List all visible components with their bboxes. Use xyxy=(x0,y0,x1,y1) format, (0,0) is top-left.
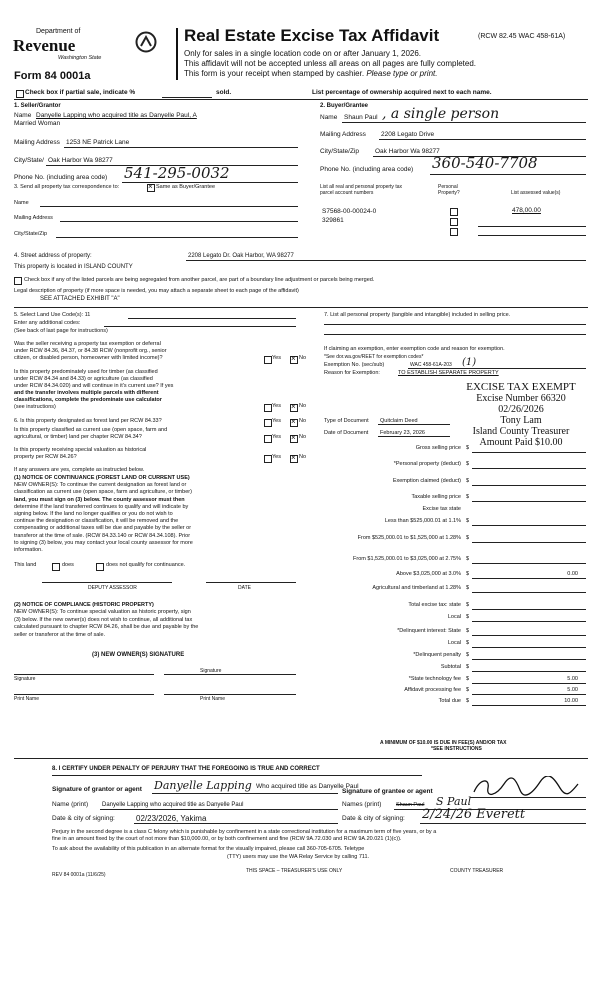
does-checkbox[interactable] xyxy=(52,563,60,571)
tax-row-currency: $ xyxy=(466,614,470,620)
seller-mailing-value[interactable]: 1253 NE Patrick Lane xyxy=(66,139,130,146)
deputy-assessor-label: DEPUTY ASSESSOR xyxy=(88,585,137,591)
does-not-label: does not qualify for continuance. xyxy=(106,562,186,568)
assessed-value-label: List assessed value(s) xyxy=(511,190,561,196)
buyer-name-handwritten: , a single person xyxy=(382,106,500,122)
tax-row-currency: $ xyxy=(466,585,470,591)
correspondence-city-line[interactable] xyxy=(56,237,298,238)
buyer-name-label: Name xyxy=(320,114,338,121)
tax-row-currency: $ xyxy=(466,535,470,541)
additional-codes-label: Enter any additional codes: xyxy=(14,320,81,326)
partial-sold-label: sold. xyxy=(216,89,232,96)
q1-yes-label: Yes xyxy=(272,355,281,361)
tax-row-label: Agricultural and timberland at 1.28% xyxy=(372,585,461,591)
q3-yes-checkbox[interactable] xyxy=(264,419,272,427)
partial-sale-label: Check box if partial sale, indicate % xyxy=(25,89,136,96)
tax-row-label: Total excise tax: state xyxy=(408,602,461,608)
section-divider xyxy=(14,99,588,100)
tax-row-line[interactable] xyxy=(472,671,586,672)
grantor-signature-typed: Who acquired title as Danyelle Paul xyxy=(256,783,359,790)
tax-row-value[interactable]: 5.00 xyxy=(567,687,578,693)
if-any-yes-note: If any answers are yes, complete as instructed below. xyxy=(14,467,145,473)
tax-row-currency: $ xyxy=(466,556,470,562)
owner-print-line-2[interactable] xyxy=(164,694,296,695)
grantor-date-city-line xyxy=(134,823,338,824)
tax-row-label: *Delinquent interest: State xyxy=(397,628,461,634)
owner-print-label-2: Print Name xyxy=(200,696,226,702)
seller-phone-value[interactable]: 541-295-0032 xyxy=(124,164,230,182)
q1-yes-checkbox[interactable] xyxy=(264,356,272,364)
tax-row-currency: $ xyxy=(466,676,470,682)
ownership-note: List percentage of ownership acquired next to each name. xyxy=(312,89,492,96)
seller-phone-label: Phone No. (including area code) xyxy=(14,174,108,181)
grantor-signature-label: Signature of grantor or agent xyxy=(52,786,142,793)
document-type-value[interactable]: Quitclaim Deed xyxy=(380,418,418,424)
street-address-line xyxy=(186,260,586,261)
buyer-mailing-value[interactable]: 2208 Legato Drive xyxy=(381,131,435,138)
tax-row-line[interactable] xyxy=(472,525,586,526)
buyer-name-line xyxy=(342,122,586,123)
q5-yes-checkbox[interactable] xyxy=(264,455,272,463)
q4-yes-label: Yes xyxy=(272,434,281,440)
document-date-value[interactable]: February 23, 2026 xyxy=(380,430,425,436)
q4-no-checkbox[interactable] xyxy=(290,435,298,443)
tax-row-label: Gross selling price xyxy=(415,445,461,451)
tax-row-label: From $525,000.01 to $1,525,000 at 1.28% xyxy=(357,535,461,541)
q4-no-label: No xyxy=(299,434,307,440)
revenue-logo-text: Revenue xyxy=(13,36,76,55)
tax-row-currency: $ xyxy=(466,652,470,658)
q2-yes-label: Yes xyxy=(272,403,281,409)
tax-row-line[interactable] xyxy=(472,635,586,636)
street-address-label: 4. Street address of property: xyxy=(14,253,92,259)
see-instructions-note: *SEE INSTRUCTIONS xyxy=(431,746,482,752)
grantee-name-print-handwritten[interactable]: S Paul xyxy=(436,795,472,808)
tax-row-value[interactable]: 5.00 xyxy=(567,676,578,682)
owner-signature-label-2: Signature xyxy=(200,668,222,674)
buyer-name-value[interactable]: Shaun Paul xyxy=(344,114,378,121)
buyer-phone-value[interactable]: 360-540-7708 xyxy=(432,154,538,172)
street-address-value[interactable]: 2208 Legato Dr. Oak Harbor, WA 98277 xyxy=(188,253,294,259)
grantee-signature-line xyxy=(470,797,586,798)
q3-no-checkbox[interactable] xyxy=(290,419,298,427)
tax-row-label: Local xyxy=(447,640,461,646)
seller-city-label: City/State/ xyxy=(14,157,44,164)
q5-yes-label: Yes xyxy=(272,454,281,460)
document-type-line xyxy=(378,424,450,425)
county-note: This property is located in ISLAND COUNTY xyxy=(14,264,133,270)
assessed-value-line-2[interactable] xyxy=(478,226,586,227)
see-back-note: (See back of last page for instructions) xyxy=(14,328,108,334)
tax-row-label: Local xyxy=(447,614,461,620)
q1-no-checkbox[interactable] xyxy=(290,356,298,364)
tax-row-line[interactable] xyxy=(472,578,586,579)
certify-heading-underline xyxy=(52,775,422,776)
notice-continuance: (1) NOTICE OF CONTINUANCE (FOREST LAND OR CURRENT USE) NEW OWNER(S): To continue the current designation as forest land or classification as current use (open space, farm and agriculture, or timber) land, you must sign on (3) below. The county assessor must then determine if the land transferred continues to qualify and will indicate by signing below. If the land no longer qualifies or you do not wish to continue the designation or classification, it will be removed and the compensating or additional taxes will be due and payable by the seller or transferor at the time of sale. (RCW 84.33.140 or RCW 84.34.108). Prior to signing (3) below, you may contact your local county assessor for more information. xyxy=(14,475,193,554)
buyer-phone-line xyxy=(430,174,586,175)
question-exemption: Was the seller receiving a property tax exemption or deferral under RCW 84.36, 84.37, or 84.38 RCW (nonprofit org., senior citizen, or disabled person, homeowner with limited income)? xyxy=(14,341,167,361)
seller-name-value-2: Married Woman xyxy=(14,120,61,127)
document-date-label: Date of Document xyxy=(324,430,369,436)
seller-heading: 1. Seller/Grantor xyxy=(14,103,61,109)
tax-row-label: *Delinquent penalty xyxy=(413,652,461,658)
tax-row-label: *State technology fee xyxy=(408,676,461,682)
tax-row-currency: $ xyxy=(466,602,470,608)
assessed-value-1[interactable]: 478,00.00 xyxy=(512,207,541,214)
exemption-number-value[interactable]: WAC 458-61A-203 xyxy=(410,362,452,368)
tax-row-currency: $ xyxy=(466,461,470,467)
seller-mailing-line xyxy=(64,147,298,148)
tax-row-currency: $ xyxy=(466,571,470,577)
treasurer-use-label: THIS SPACE – TREASURER'S USE ONLY xyxy=(246,868,343,874)
correspondence-label: 3. Send all property tax correspondence to: xyxy=(14,184,120,190)
tax-row-line[interactable] xyxy=(472,647,586,648)
exemption-number-handwritten: (1) xyxy=(462,357,477,368)
does-not-checkbox[interactable] xyxy=(96,563,104,571)
personal-property-checkbox-2[interactable] xyxy=(450,218,458,226)
grantee-signature-label: Signature of grantee or agent xyxy=(342,788,433,795)
exemption-note-1: If claiming an exemption, enter exemption code and reason for exemption. xyxy=(324,346,505,352)
tty-note: (TTY) users may use the WA Relay Service by calling 711. xyxy=(227,854,370,860)
rcw-reference: (RCW 82.45 WAC 458-61A) xyxy=(478,33,566,40)
reason-label: Reason for Exemption: xyxy=(324,370,380,376)
tax-row-currency: $ xyxy=(466,478,470,484)
tax-row-line[interactable] xyxy=(472,501,586,502)
legal-description-value[interactable]: SEE ATTACHED EXHIBIT "A" xyxy=(40,296,120,302)
owner-signature-line-2[interactable] xyxy=(164,674,296,675)
tax-row-currency: $ xyxy=(466,494,470,500)
subtitle-3: This form is your receipt when stamped by cashier. Please type or print. xyxy=(184,69,438,78)
tax-row-line[interactable] xyxy=(472,609,586,610)
publication-note: To ask about the availability of this publication in an alternate format for the visually impaired, please call 360-705-6705. Teletype xyxy=(52,846,365,852)
tax-row-label: From $1,525,000.01 to $3,025,000 at 2.75% xyxy=(353,556,461,562)
personal-property-label-1: Personal xyxy=(438,184,458,190)
buyer-mailing-line xyxy=(379,139,586,140)
this-land-label: This land xyxy=(14,562,37,568)
personal-property-label: 7. List all personal property (tangible and intangible) included in selling price. xyxy=(324,312,511,318)
question-current-use: Is this property classified as current use (open space, farm and agricultural, or timber) land per chapter RCW 84.34? xyxy=(14,427,168,440)
partial-pct-line[interactable] xyxy=(162,97,212,98)
partial-sale-checkbox[interactable] xyxy=(16,90,24,98)
correspondence-mailing-line[interactable] xyxy=(60,221,298,222)
owner-signature-label-1: Signature xyxy=(14,676,36,682)
land-use-line[interactable] xyxy=(128,318,296,319)
personal-property-checkbox-3[interactable] xyxy=(450,228,458,236)
question-timber: Is this property predominately used for timber (as classified under RCW 84.34 and 84.33) or agriculture (as classified under RCW 84.34.020) and will continue in it's current use? If yes and the transfer involves multiple parcels with different classifications, complete the predominate use calculator (see instructions) xyxy=(14,369,174,410)
tax-row-line[interactable] xyxy=(472,592,586,593)
tax-row-line[interactable] xyxy=(472,659,586,660)
correspondence-mailing-label: Mailing Address xyxy=(14,215,53,221)
same-as-buyer-label: Same as Buyer/Grantee xyxy=(156,184,216,190)
grantee-date-city-line xyxy=(420,823,586,824)
tax-row-value[interactable]: 10.00 xyxy=(564,698,578,704)
tax-row-line[interactable] xyxy=(472,683,586,684)
page-title: Real Estate Excise Tax Affidavit xyxy=(184,26,440,45)
minimum-due-note: A MINIMUM OF $10.00 IS DUE IN FEE(S) AND/OR TAX xyxy=(380,740,507,746)
grantee-date-city-value[interactable]: 2/24/26 Everett xyxy=(422,807,526,822)
parcel-list-label-1: List all real and personal property tax xyxy=(320,184,402,190)
exemption-number-line xyxy=(408,368,586,369)
parcel-list-label-2: parcel account numbers xyxy=(320,190,374,196)
tax-row-currency: $ xyxy=(466,698,470,704)
same-as-buyer-checkbox[interactable] xyxy=(147,184,155,192)
assessor-date-line[interactable] xyxy=(206,582,296,583)
q2-no-checkbox[interactable] xyxy=(290,404,298,412)
does-label: does xyxy=(62,562,74,568)
q3-no-label: No xyxy=(299,418,307,424)
segregated-checkbox[interactable] xyxy=(14,277,22,285)
seller-mailing-label: Mailing Address xyxy=(14,139,60,146)
grantee-date-city-label: Date & city of signing: xyxy=(342,815,405,822)
perjury-notice: Perjury in the second degree is a class C felony which is punishable by confinement in a state correctional institution for a maximum term of five years, or by a fine in an amount fixed by the court of not more than $10,000.00, or by both confinement and fine (RCW 9A.72.030 and RCW 9A.20.021 (1)(c)). xyxy=(52,829,437,842)
reason-value[interactable]: TO ESTABLISH SEPARATE PROPERTY xyxy=(398,370,499,376)
exemption-note-2: *See dor.wa.gov/REET for exemption codes* xyxy=(324,354,424,360)
tax-row-label: Total due xyxy=(438,698,461,704)
tax-row-label: Above $3,025,000 at 3.0% xyxy=(396,571,461,577)
tax-row-line[interactable] xyxy=(472,563,586,564)
personal-property-label-2: Property? xyxy=(438,190,460,196)
additional-codes-line[interactable] xyxy=(104,326,296,327)
land-use-label: 5. Select Land Use Code(s): 11 xyxy=(14,312,91,318)
county-treasurer-label: COUNTY TREASURER xyxy=(450,868,504,874)
buyer-city-label: City/State/Zip xyxy=(320,148,360,155)
tax-row-currency: $ xyxy=(466,687,470,693)
certify-heading: 8. I CERTIFY UNDER PENALTY OF PERJURY THAT THE FOREGOING IS TRUE AND CORRECT xyxy=(52,766,320,772)
grantor-signature[interactable]: Danyelle Lapping xyxy=(154,779,252,792)
section-divider-2 xyxy=(14,307,588,308)
buyer-phone-label: Phone No. (including area code) xyxy=(320,166,414,173)
tax-row-currency: $ xyxy=(466,640,470,646)
q1-no-label: No xyxy=(299,355,307,361)
personal-property-line-2[interactable] xyxy=(324,334,586,335)
parcel-2[interactable]: 329861 xyxy=(322,217,344,224)
grantor-date-city-label: Date & city of signing: xyxy=(52,815,115,822)
owner-print-label-1: Print Name xyxy=(14,696,40,702)
tax-row-value[interactable]: 0.00 xyxy=(567,571,578,577)
notice-compliance: (2) NOTICE OF COMPLIANCE (HISTORIC PROPERTY) NEW OWNER(S): To continue special valuation as historic property, sign (3) below. If the new owner(s) does not wish to continue, all additional tax calculated pursuant to chapter RCW 84.26, shall be due and payable by the seller or transferor at the time of sale. xyxy=(14,602,199,638)
seller-name-value[interactable]: Danyelle Lapping who acquired title as Danyelle Paul, A xyxy=(36,112,197,119)
question-forest: 6. Is this property designated as forest land per RCW 84.33? xyxy=(14,418,162,424)
tax-row-label: Excise tax state xyxy=(422,506,461,512)
tax-row-label: Exemption claimed (deduct) xyxy=(392,478,461,484)
grantor-name-print-value[interactable]: Danyelle Lapping who acquired title as Danyelle Paul xyxy=(102,802,244,808)
q2-yes-checkbox[interactable] xyxy=(264,404,272,412)
tax-row-line[interactable] xyxy=(472,485,586,486)
revision-number: REV 84 0001a (11/6/25) xyxy=(52,872,106,878)
dept-label: Department of xyxy=(36,28,81,35)
form-number: Form 84 0001a xyxy=(14,70,91,82)
tax-row-currency: $ xyxy=(466,628,470,634)
exemption-number-label: Exemption No. (sec/sub) xyxy=(324,362,385,368)
new-owner-signature-heading: (3) NEW OWNER(S) SIGNATURE xyxy=(92,652,185,658)
parcel-1[interactable]: S7568-00-00024-0 xyxy=(322,208,377,215)
owner-print-line-1[interactable] xyxy=(14,694,154,695)
tax-row-line[interactable] xyxy=(472,621,586,622)
assessor-date-label: DATE xyxy=(238,585,251,591)
header-divider xyxy=(176,28,178,80)
revenue-logo-icon xyxy=(134,31,158,53)
treasurer-stamp: EXCISE TAX EXEMPT Excise Number 66320 02/26/2026 Tony Lam Island County Treasurer Amount Paid $10.00 xyxy=(466,381,576,448)
assessed-value-line-3[interactable] xyxy=(478,235,586,236)
document-type-label: Type of Document xyxy=(324,418,369,424)
tax-row-line[interactable] xyxy=(472,468,586,469)
tax-row-label: Less than $525,000.01 at 1.1% xyxy=(384,518,461,524)
correspondence-city-label: City/State/Zip xyxy=(14,231,48,237)
tax-row-label: *Personal property (deduct) xyxy=(393,461,461,467)
owner-signature-line-1[interactable] xyxy=(14,674,154,675)
correspondence-name-line[interactable] xyxy=(40,206,298,207)
tax-row-currency: $ xyxy=(466,445,470,451)
tax-row-line[interactable] xyxy=(472,694,586,695)
correspondence-name-label: Name xyxy=(14,200,29,206)
buyer-city-value[interactable]: Oak Harbor Wa 98277 xyxy=(375,148,440,155)
personal-property-checkbox-1[interactable] xyxy=(450,208,458,216)
question-historic: Is this property receiving special valuation as historical property per RCW 84.26? xyxy=(14,447,147,460)
deputy-assessor-line[interactable] xyxy=(42,582,172,583)
grantee-name-print-label: Names (print) xyxy=(342,801,382,808)
q5-no-checkbox[interactable] xyxy=(290,455,298,463)
tax-row-label: Subtotal xyxy=(440,664,461,670)
tax-row-currency: $ xyxy=(466,664,470,670)
personal-property-line-1[interactable] xyxy=(324,324,586,325)
tax-row-line[interactable] xyxy=(472,705,586,706)
document-date-line xyxy=(378,436,450,437)
segregated-label: Check box if any of the listed parcels are being segregated from another parcel, are part of a boundary line adjustment or parcels being merged. xyxy=(24,277,375,283)
q5-no-label: No xyxy=(299,454,307,460)
subtitle-2: This affidavit will not be accepted unless all areas on all pages are fully completed. xyxy=(184,59,477,68)
tax-row-line[interactable] xyxy=(472,452,586,453)
tax-row-line[interactable] xyxy=(472,542,586,543)
buyer-heading: 2. Buyer/Grantee xyxy=(320,103,369,109)
tax-row-currency: $ xyxy=(466,518,470,524)
washington-state-label: Washington State xyxy=(58,55,102,61)
grantor-signature-line xyxy=(152,793,338,794)
grantor-date-city-value[interactable]: 02/23/2026, Yakima xyxy=(136,814,207,823)
grantee-signature[interactable] xyxy=(470,776,582,798)
grantor-name-print-line xyxy=(100,809,338,810)
grantee-name-print-struck: Shaun Paul xyxy=(396,802,425,808)
subtitle-1: Only for sales in a single location code on or after January 1, 2026. xyxy=(184,49,422,58)
seller-city-value[interactable]: Oak Harbor Wa 98277 xyxy=(48,157,113,164)
q3-yes-label: Yes xyxy=(272,418,281,424)
legal-description-label: Legal description of property (if more space is needed, you may attach a separate sheet to each page of the affidavit) xyxy=(14,288,299,294)
buyer-mailing-label: Mailing Address xyxy=(320,131,366,138)
seller-name-label: Name xyxy=(14,112,32,119)
section-divider-3 xyxy=(14,758,588,759)
grantor-name-print-label: Name (print) xyxy=(52,801,89,808)
q4-yes-checkbox[interactable] xyxy=(264,435,272,443)
tax-row-label: Taxable selling price xyxy=(411,494,461,500)
tax-row-label: Affidavit processing fee xyxy=(404,687,461,693)
q2-no-label: No xyxy=(299,403,307,409)
